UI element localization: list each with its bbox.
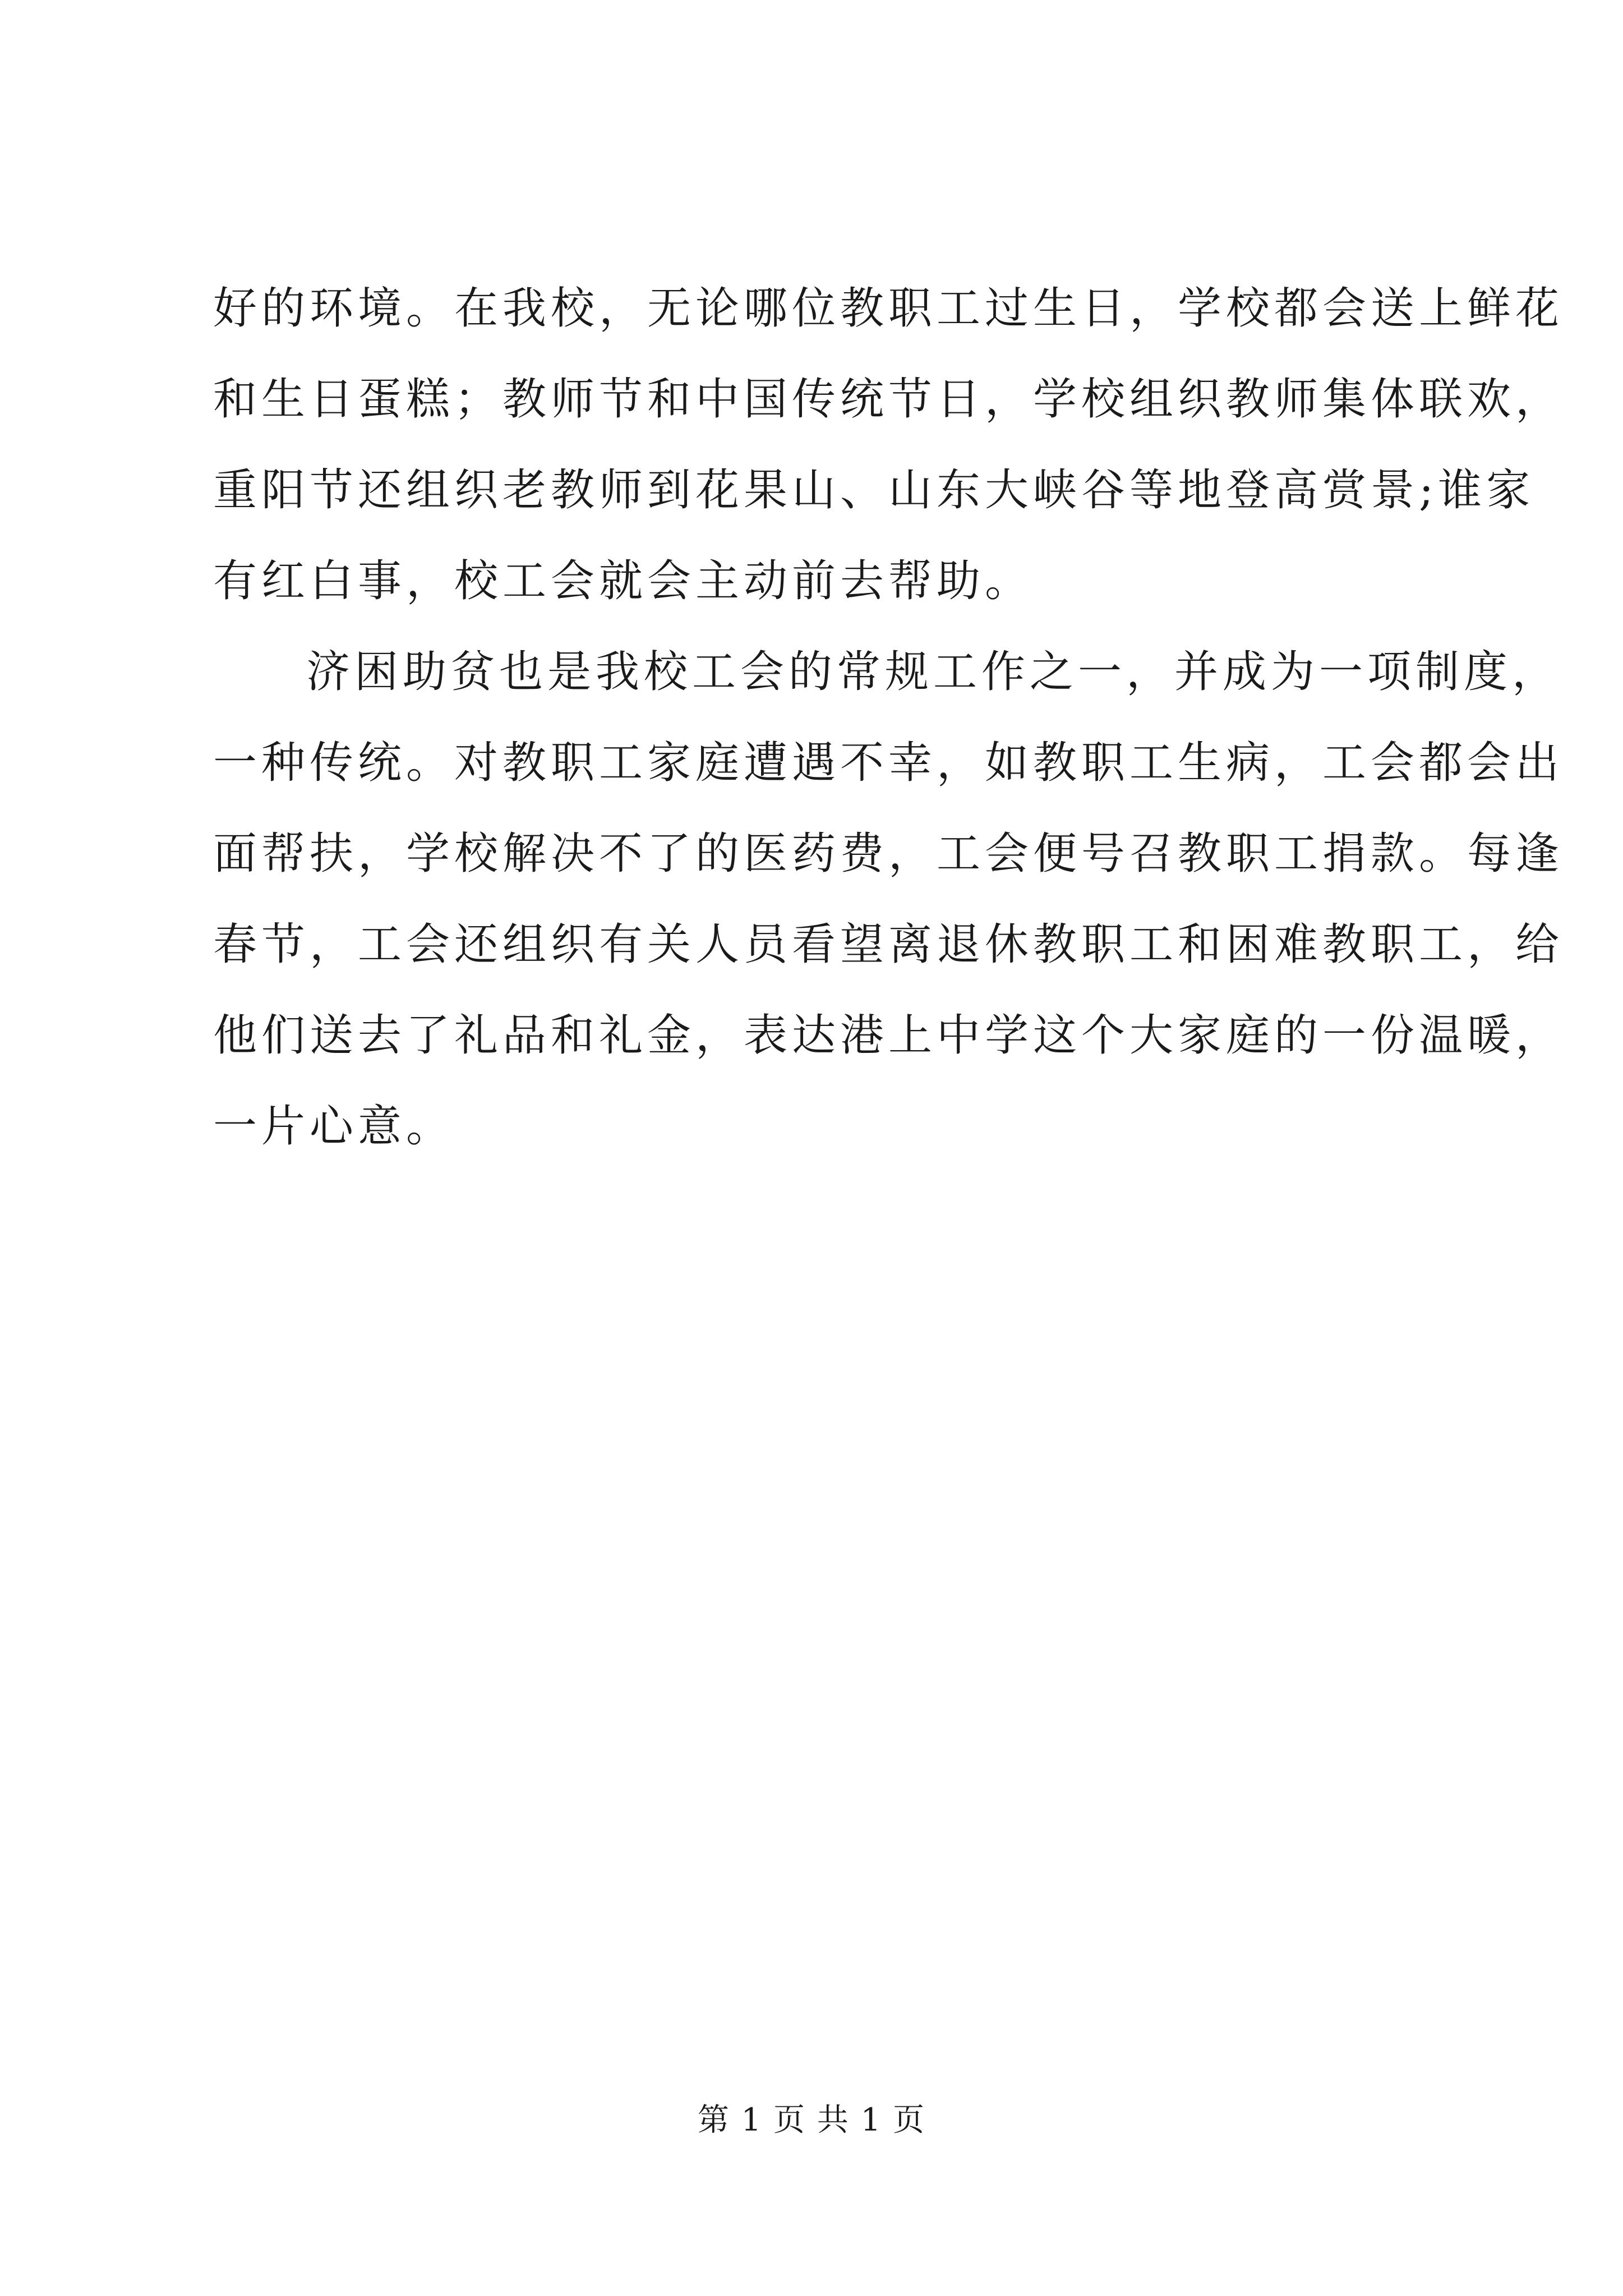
paragraph-line: 好的环境。在我校，无论哪位教职工过生日，学校都会送上鲜花	[213, 283, 1564, 334]
paragraph-line: 有红白事，校工会就会主动前去帮助。	[213, 556, 1034, 606]
paragraph-line: 春节，工会还组织有关人员看望离退休教职工和困难教职工，给	[213, 919, 1564, 970]
paragraph-line: 重阳节还组织老教师到花果山、山东大峡谷等地登高赏景;谁家	[213, 465, 1535, 516]
paragraph-line: 济困助贫也是我校工会的常规工作之一，并成为一项制度，	[306, 647, 1561, 697]
paragraph-line: 面帮扶，学校解决不了的医药费，工会便号召教职工捐款。每逢	[213, 829, 1564, 879]
paragraph-line: 一片心意。	[213, 1101, 455, 1152]
paragraph-line: 他们送去了礼品和礼金，表达港上中学这个大家庭的一份温暖，	[213, 1010, 1564, 1061]
paragraph-line: 和生日蛋糕；教师节和中国传统节日，学校组织教师集体联欢，	[213, 374, 1564, 425]
page-footer: 第 1 页 共 1 页	[697, 2102, 926, 2138]
paragraph-line: 一种传统。对教职工家庭遭遇不幸，如教职工生病，工会都会出	[213, 738, 1564, 788]
